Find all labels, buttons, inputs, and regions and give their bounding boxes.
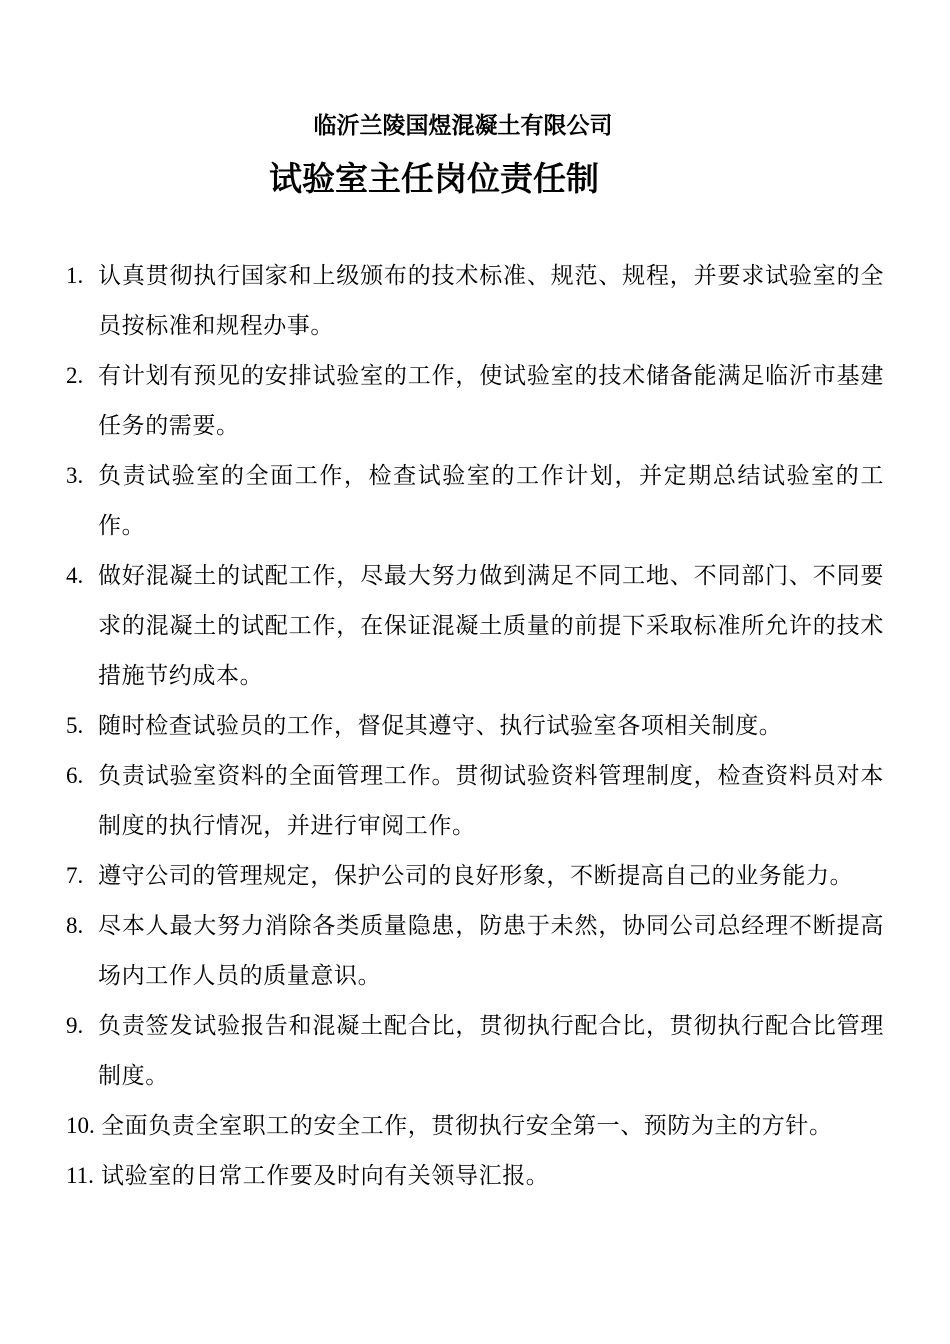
duty-number: 8. (66, 913, 84, 938)
duty-text: 遵守公司的管理规定，保护公司的良好形象，不断提高自己的业务能力。 (98, 863, 854, 889)
duty-number: 4. (66, 563, 84, 588)
duty-item (66, 251, 884, 351)
duty-text: 认真贯彻执行国家和上级颁布的技术标准、规范、规程，并要求试验室的全员按标准和规程办事。 (98, 263, 884, 339)
duty-item (66, 851, 884, 901)
duty-text: 负责试验室的全面工作，检查试验室的工作计划，并定期总结试验室的工作。 (98, 463, 884, 539)
duty-number: 5. (66, 713, 84, 738)
duty-number: 2. (66, 363, 84, 388)
duty-number: 3. (66, 463, 84, 488)
duty-item (66, 451, 884, 551)
duty-number: 11. (66, 1163, 94, 1188)
duty-item (66, 901, 884, 1001)
document-title: 试验室主任岗位责任制 (269, 159, 599, 198)
duty-text: 有计划有预见的安排试验室的工作，使试验室的技术储备能满足临沂市基建任务的需要。 (98, 363, 884, 439)
duty-list (66, 251, 884, 1201)
duty-number: 1. (66, 263, 84, 288)
duty-text: 全面负责全室职工的安全工作，贯彻执行安全第一、预防为主的方针。 (101, 1113, 833, 1139)
duty-item (66, 1151, 884, 1201)
duty-text: 负责签发试验报告和混凝土配合比，贯彻执行配合比，贯彻执行配合比管理制度。 (98, 1013, 884, 1089)
duty-item (66, 701, 884, 751)
duty-text: 试验室的日常工作要及时向有关领导汇报。 (101, 1163, 550, 1189)
duty-item (66, 751, 884, 851)
duty-text: 做好混凝土的试配工作，尽最大努力做到满足不同工地、不同部门、不同要求的混凝土的试配工作，在保证混凝土质量的前提下采取标准所允许的技术措施节约成本。 (98, 563, 884, 689)
company-name: 临沂兰陵国煜混凝土有限公司 (313, 113, 613, 139)
duty-number: 9. (66, 1013, 84, 1038)
duty-number: 10. (66, 1113, 95, 1138)
duty-number: 7. (66, 863, 84, 888)
duty-item (66, 1101, 884, 1151)
duty-item (66, 551, 884, 701)
duty-text: 负责试验室资料的全面管理工作。贯彻试验资料管理制度，检查资料员对本制度的执行情况，并进行审阅工作。 (98, 763, 884, 839)
duty-text: 随时检查试验员的工作，督促其遵守、执行试验室各项相关制度。 (98, 713, 783, 739)
duty-item (66, 1001, 884, 1101)
duty-item (66, 351, 884, 451)
duty-number: 6. (66, 763, 84, 788)
duty-text: 尽本人最大努力消除各类质量隐患，防患于未然，协同公司总经理不断提高场内工作人员的质量意识。 (98, 913, 884, 989)
